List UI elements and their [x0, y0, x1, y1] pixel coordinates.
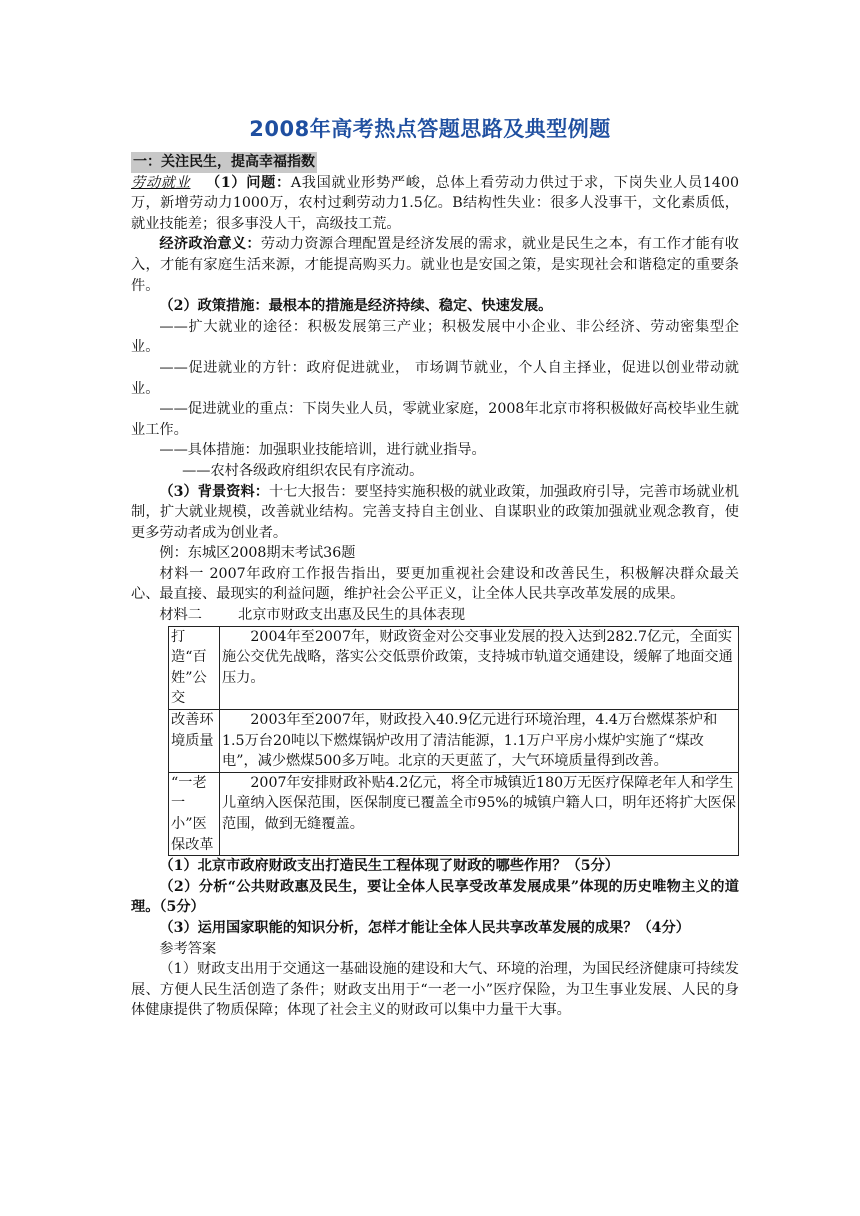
- table-row-body: 2007年安排财政补贴4.2亿元，将全市城镇近180万无医疗保障老年人和学生儿童纳入医保范围，医保制度已覆盖全市95%的城镇户籍人口，明年还将扩大医保范围，做到无缝覆盖。: [220, 772, 739, 855]
- material-table: [168, 626, 739, 857]
- paragraph-focus: ——促进就业的重点：下岗失业人员，零就业家庭，2008年北京市将积极做好高校毕业生就业工作。: [131, 401, 739, 438]
- table-row: [169, 710, 739, 773]
- paragraph-rural: ——农村各级政府组织农民有序流动。: [182, 462, 424, 479]
- table-row-head: 改善环境质量: [169, 710, 220, 773]
- question-1: （1）北京市政府财政支出打造民生工程体现了财政的哪些作用？（5分）: [159, 858, 619, 875]
- table-row: [169, 626, 739, 709]
- section-heading: 一：关注民生，提高幸福指数: [131, 152, 317, 173]
- background-label: （3）背景资料：: [159, 483, 270, 500]
- paragraph-guideline: ——促进就业的方针：政府促进就业， 市场调节就业，个人自主择业，促进以创业带动就业。: [131, 359, 739, 397]
- problem-text: A我国就业形势严峻，总体上看劳动力供过于求，下岗失业人员1400万，新增劳动力1000万，农村过剩劳动力1.5亿。B结构性失业：很多人没事干，文化素质低，就业技能差；很多事没人干，高级技工荒。: [131, 174, 740, 232]
- significance-label: 经济政治意义：: [159, 236, 261, 253]
- table-row-body: 2003年至2007年，财政投入40.9亿元进行环境治理，4.4万台燃煤茶炉和1.5万台20吨以下燃煤锅炉改用了清洁能源，1.1万户平房小煤炉实施了“煤改电”，减少燃煤500多万吨。北京的天更蓝了，大气环境质量得到改善。: [220, 710, 739, 773]
- question-3: （3）运用国家职能的知识分析，怎样才能让全体人民共享改革发展的成果？（4分）: [159, 919, 690, 936]
- example-line: 例：东城区2008期末考试36题: [159, 545, 356, 562]
- table-row-head: “一老一小”医保改革: [169, 772, 220, 855]
- paragraph-measures: ——具体措施：加强职业技能培训，进行就业指导。: [159, 442, 486, 459]
- answer-label: 参考答案: [159, 940, 217, 957]
- question-2: （2）分析“公共财政惠及民生，要让全体人民享受改革发展成果”体现的历史唯物主义的道理。（5分）: [131, 878, 739, 916]
- paragraph-significance: [131, 234, 739, 296]
- background-text: 十七大报告：要坚持实施积极的就业政策，加强政府引导，完善市场就业机制，扩大就业规模，改善就业结构。完善支持自主创业、自谋职业的政策加强就业观念教育，使更多劳动者成为创业者。: [131, 483, 739, 541]
- paragraph-policy: （2）政策措施：最根本的措施是经济持续、稳定、快速发展。: [159, 298, 553, 315]
- document-body: [131, 152, 739, 1021]
- material-two-caption: 材料二 北京市财政支出惠及民生的具体表现: [159, 607, 466, 624]
- topic-label: 劳动就业: [131, 174, 191, 191]
- paragraph-problem: [131, 173, 739, 235]
- material-one: 材料一 2007年政府工作报告指出，要更加重视社会建设和改善民生，积极解决群众最关心、最直接、最现实的利益问题，维护社会公平正义，让全体人民共享改革发展的成果。: [131, 565, 739, 603]
- paragraph-background: [131, 482, 739, 544]
- problem-label: （1）问题：: [205, 174, 291, 191]
- answer-1: （1）财政支出用于交通这一基础设施的建设和大气、环境的治理，为国民经济健康可持续发展、方便人民生活创造了条件；财政支出用于“一老一小”医疗保险，为卫生事业发展、人民的身体健康提供了物质保障；体现了社会主义的财政可以集中力量干大事。: [131, 961, 739, 1019]
- significance-text: 劳动力资源合理配置是经济发展的需求，就业是民生之本，有工作才能有收入，才能有家庭生活来源，才能提高购买力。就业也是安国之策，是实现社会和谐稳定的重要条件。: [131, 236, 739, 294]
- table-row-body: 2004年至2007年，财政资金对公交事业发展的投入达到282.7亿元，全面实施公交优先战略，落实公交低票价政策，支持城市轨道交通建设，缓解了地面交通压力。: [220, 626, 739, 709]
- paragraph-approach: ——扩大就业的途径：积极发展第三产业；积极发展中小企业、非公经济、劳动密集型企业。: [131, 318, 739, 356]
- page-title: 2008年高考热点答题思路及典型例题: [249, 117, 611, 141]
- table-row: [169, 772, 739, 855]
- table-row-head: 打造“百姓”公交: [169, 626, 220, 709]
